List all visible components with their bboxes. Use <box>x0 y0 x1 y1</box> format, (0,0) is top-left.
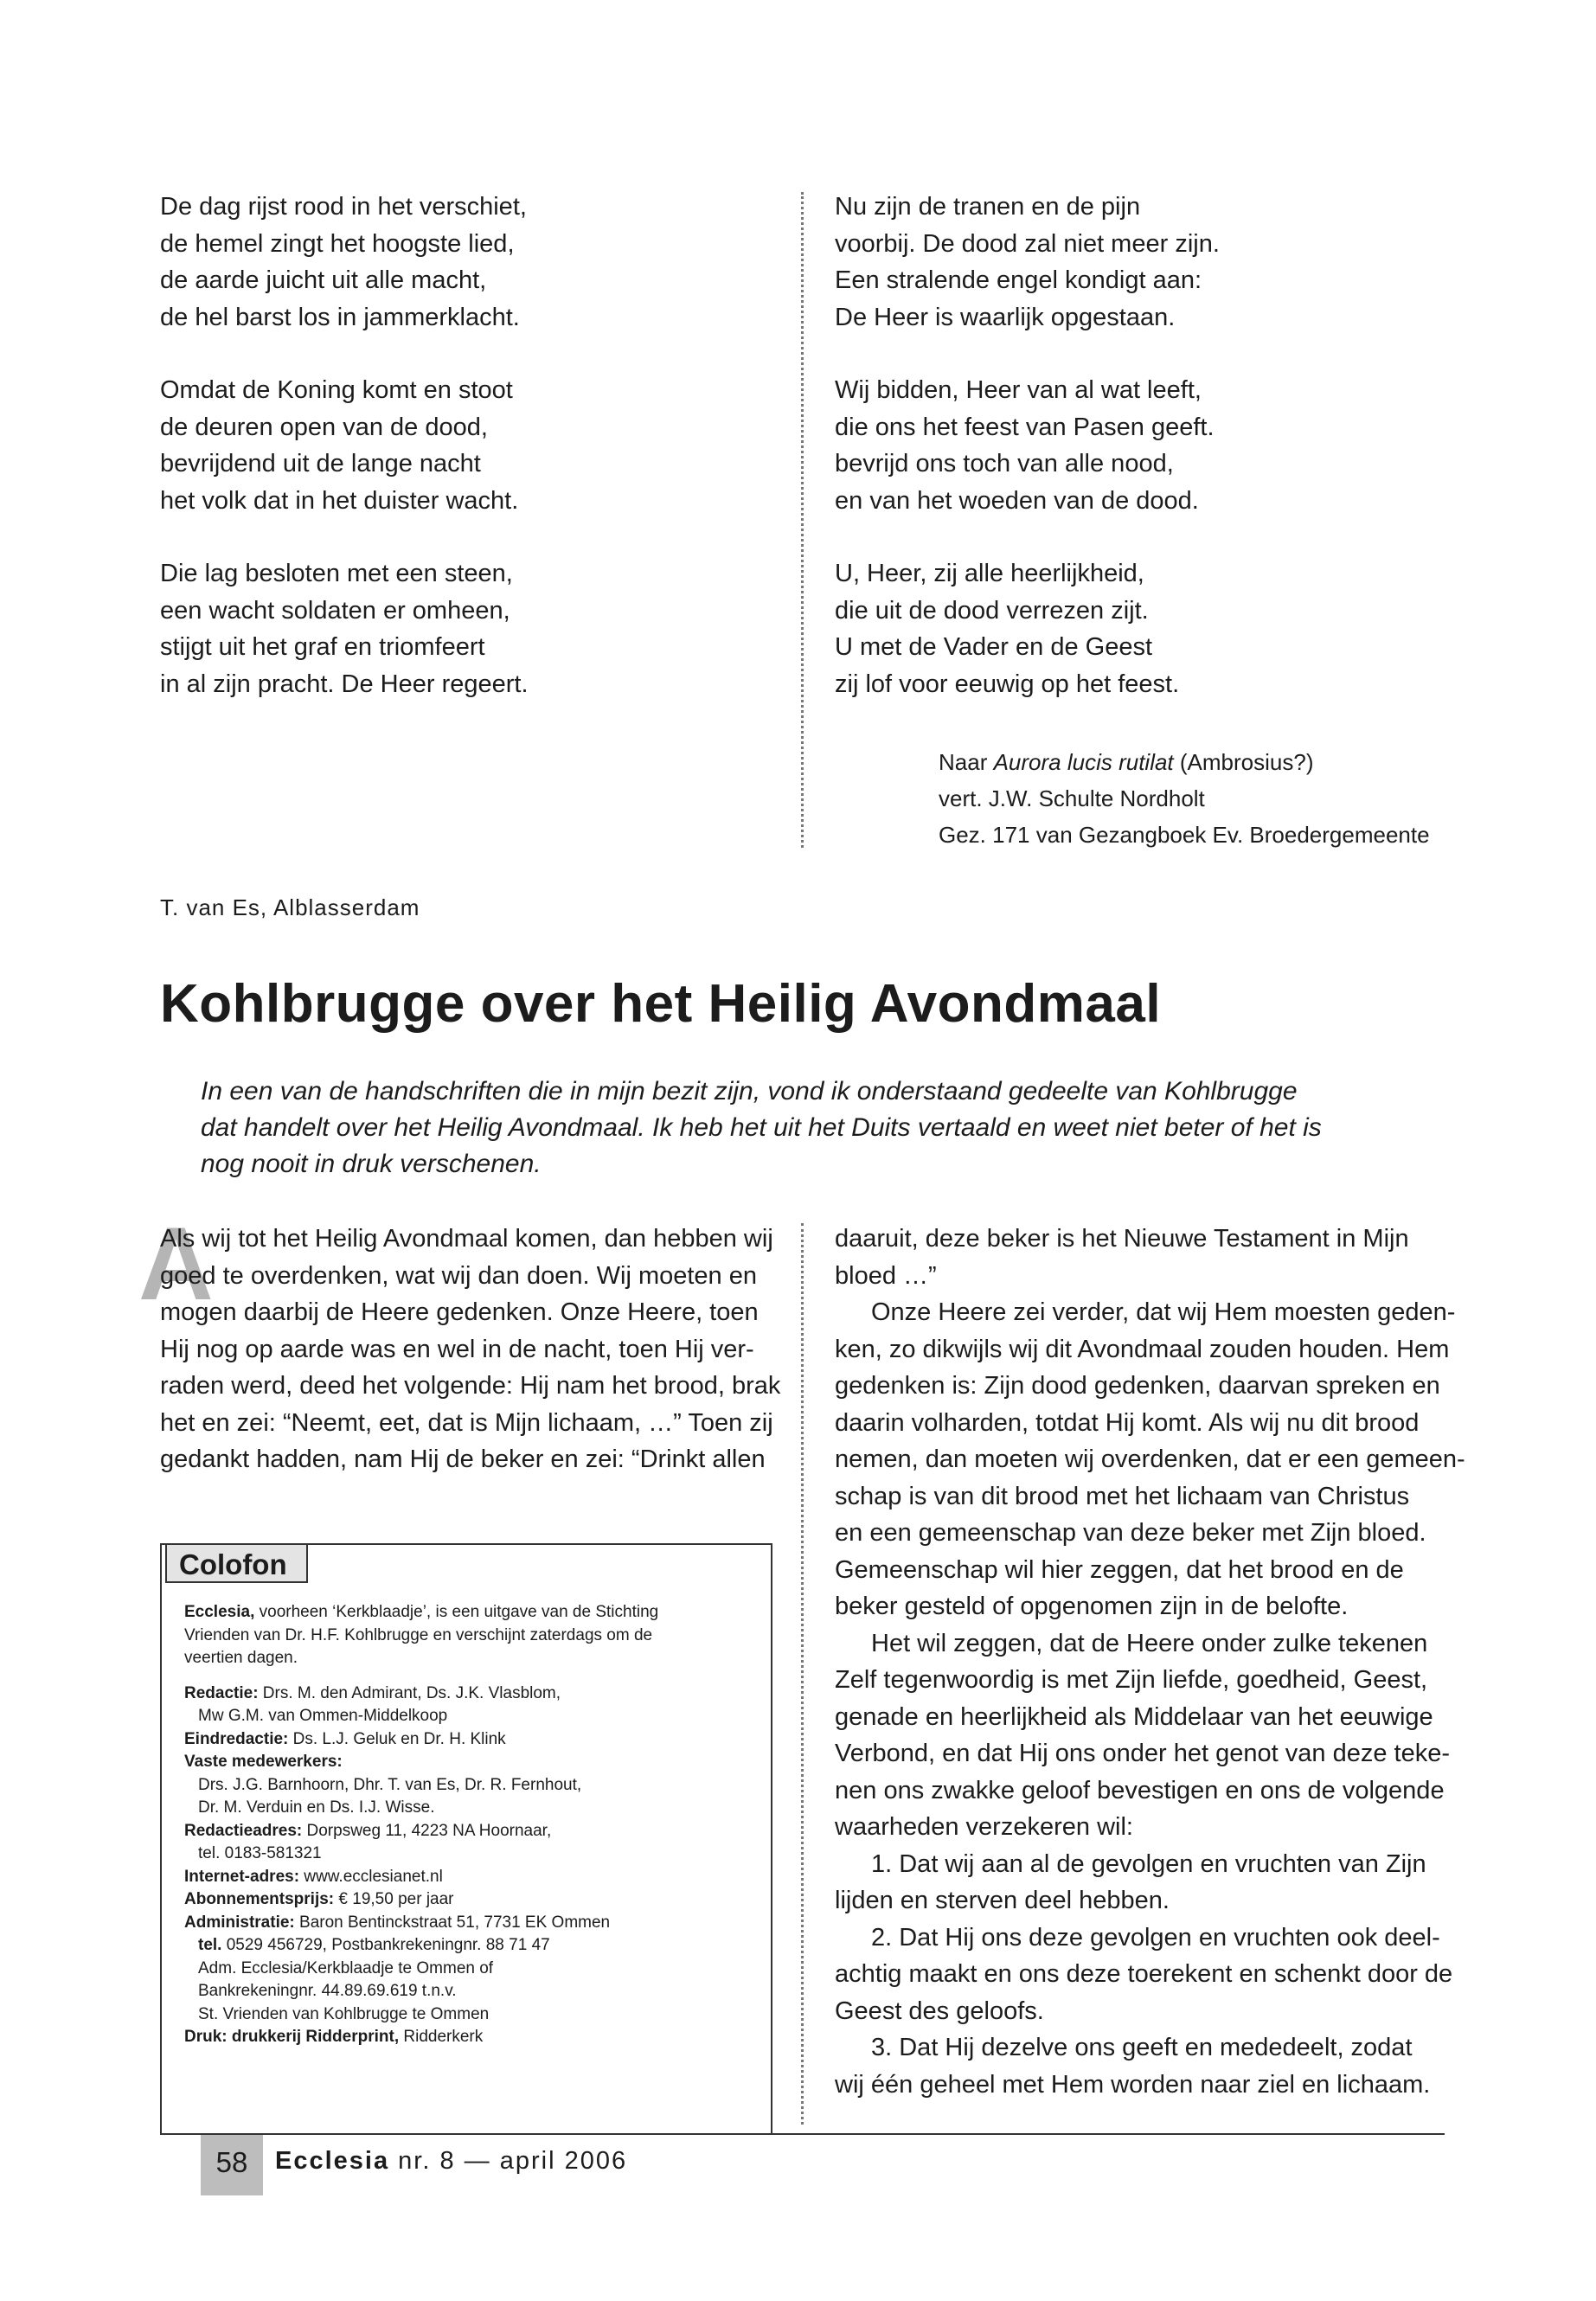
credit-hymn: Gez. 171 van Gezangboek Ev. Broedergemeente <box>939 822 1430 848</box>
body-line: achtig maakt en ons deze toerekent en schenkt door de <box>835 1960 1453 1988</box>
credit-source: Naar Aurora lucis rutilat (Ambrosius?) <box>939 749 1314 775</box>
drop-cap: A <box>138 1206 214 1322</box>
poem-line: U met de Vader en de Geest <box>835 633 1153 661</box>
body-line: Zelf tegenwoordig is met Zijn liefde, goedheid, Geest, <box>835 1666 1428 1694</box>
poem-line: die ons het feest van Pasen geeft. <box>835 413 1215 441</box>
poem-column-divider <box>801 192 804 848</box>
poem-line: Wij bidden, Heer van al wat leeft, <box>835 376 1202 404</box>
body-line: beker gesteld of opgenomen zijn in de belofte. <box>835 1593 1349 1620</box>
poem-line: voorbij. De dood zal niet meer zijn. <box>835 229 1220 258</box>
body-line: nen ons zwakke geloof bevestigen en ons de volgende <box>835 1776 1445 1804</box>
left-stanza <box>160 189 783 336</box>
poem-line: die uit de dood verrezen zijt. <box>835 596 1149 625</box>
body-line: Geest des geloofs. <box>835 1997 1044 2025</box>
body-line: 2. Dat Hij ons deze gevolgen en vruchten ook deel- <box>871 1923 1440 1952</box>
body-line: Onze Heere zei verder, dat wij Hem moesten geden- <box>871 1298 1456 1326</box>
poem-left-column <box>160 189 783 739</box>
poem-line: Nu zijn de tranen en de pijn <box>835 193 1141 221</box>
body-line: Gemeenschap wil hier zeggen, dat het brood en de <box>835 1555 1404 1584</box>
body-line: genade en heerlijkheid als Middelaar van het eeuwige <box>835 1702 1433 1731</box>
colofon-heading: Colofon <box>165 1543 308 1583</box>
issue-date: nr. 8 — april 2006 <box>389 2147 628 2175</box>
poem-line: in al zijn pracht. De Heer regeert. <box>160 670 529 698</box>
poem-line: bevrijd ons toch van alle nood, <box>835 450 1174 478</box>
right-stanza <box>835 372 1440 519</box>
body-line: Het wil zeggen, dat de Heere onder zulke tekenen <box>871 1629 1428 1657</box>
magazine-name: Ecclesia <box>275 2147 390 2175</box>
body-line: waarheden verzekeren wil: <box>835 1813 1133 1841</box>
article-title: Kohlbrugge over het Heilig Avondmaal <box>160 974 1162 1034</box>
intro-line: In een van de handschriften die in mijn bezit zijn, vond ik onderstaand gedeelte van Kohlbrugge <box>201 1077 1298 1106</box>
article-author: T. van Es, Alblasserdam <box>160 894 420 920</box>
credit-source-title: Aurora lucis rutilat <box>993 749 1174 775</box>
body-line: ken, zo dikwijls wij dit Avondmaal zouden houden. Hem <box>835 1335 1450 1363</box>
body-line: schap is van dit brood met het lichaam van Christus <box>835 1482 1410 1510</box>
intro-line: nog nooit in druk verschenen. <box>201 1150 542 1178</box>
body-line: 3. Dat Hij dezelve ons geeft en mededeelt, zodat <box>871 2034 1413 2061</box>
body-line: bloed …” <box>835 1261 937 1290</box>
body-line: raden werd, deed het volgende: Hij nam het brood, brak <box>160 1372 781 1400</box>
poem-line: De Heer is waarlijk opgestaan. <box>835 303 1176 331</box>
left-stanza <box>160 372 783 519</box>
poem-line: Een stralende engel kondigt aan: <box>835 266 1202 294</box>
poem-credit <box>939 744 1458 853</box>
body-line: Verbond, en dat Hij ons onder het genot van deze teke- <box>835 1740 1450 1767</box>
colofon-text: Ecclesia, voorheen ‘Kerkblaadje’, is een uitgave van de Stichting Vrienden van Dr. H.F. Kohlbrugge en verschijnt zaterdags om de veertien dagen. Redactie: Drs. M. den Admirant, Ds. J.K. Vlasblom, Mw G.M. van Ommen-Middelkoop Eindredactie: Ds. L.J. Geluk en Dr. H. Klink Vaste medewerkers: Drs. J.G. Barnhoorn, Dhr. T. van Es, Dr. R. Fernhout, Dr. M. Verduin en Ds. I.J. Wisse. Redactieadres: Dorpsweg 11, 4223 NA Hoornaar, tel. 0183-581321 Internet-adres: www.ecclesianet.nl Abonnementsprijs: € 19,50 per jaar Administratie: Baron Bentinckstraat 51, 7731 EK Ommen tel. 0529 456729, Postbankrekeningnr. 88 71 47 Adm. Ecclesia/Kerkblaadje te Ommen of Bankrekeningnr. 44.89.69.619 t.n.v. St. Vrienden van Kohlbrugge te Ommen Druk: drukkerij Ridderprint, Ridderkerk <box>184 1603 659 2046</box>
poem-line: Die lag besloten met een steen, <box>160 560 513 587</box>
left-stanza <box>160 555 783 702</box>
body-line: daaruit, deze beker is het Nieuwe Testament in Mijn <box>835 1225 1409 1253</box>
body-line: en een gemeenschap van deze beker met Zijn bloed. <box>835 1519 1426 1547</box>
body-line: Als wij tot het Heilig Avondmaal komen, dan hebben wij <box>160 1225 773 1253</box>
website-link[interactable]: www.ecclesianet.nl <box>299 1867 443 1886</box>
right-stanza <box>835 189 1440 336</box>
poem-line: de deuren open van de dood, <box>160 413 488 441</box>
page-number: 58 <box>201 2135 263 2195</box>
body-line: goed te overdenken, wat wij dan doen. Wij moeten en <box>160 1261 757 1290</box>
poem-line: stijgt uit het graf en triomfeert <box>160 633 485 661</box>
body-line: Hij nog op aarde was en wel in de nacht, toen Hij ver- <box>160 1335 754 1363</box>
poem-line: een wacht soldaten er omheen, <box>160 596 510 625</box>
body-line: het en zei: “Neemt, eet, dat is Mijn lichaam, …” Toen zij <box>160 1408 773 1437</box>
poem-line: en van het woeden van de dood. <box>835 486 1199 515</box>
body-line: daarin volharden, totdat Hij komt. Als wij nu dit brood <box>835 1408 1420 1437</box>
poem-line: de hemel zingt het hoogste lied, <box>160 229 515 258</box>
poem-line: bevrijdend uit de lange nacht <box>160 450 481 478</box>
body-line: 1. Dat wij aan al de gevolgen en vruchten van Zijn <box>871 1849 1426 1878</box>
poem-line: De dag rijst rood in het verschiet, <box>160 193 527 221</box>
body-line: mogen daarbij de Heere gedenken. Onze Heere, toen <box>160 1298 759 1326</box>
article-column-2 <box>835 1221 1465 2103</box>
poem-line: U, Heer, zij alle heerlijkheid, <box>835 560 1144 587</box>
body-line: wij één geheel met Hem worden naar ziel en lichaam. <box>835 2070 1431 2099</box>
footer-rule <box>201 2133 1445 2135</box>
body-line: nemen, dan moeten wij overdenken, dat er een gemeen- <box>835 1445 1465 1473</box>
poem-line: Omdat de Koning komt en stoot <box>160 376 513 404</box>
credit-translator: vert. J.W. Schulte Nordholt <box>939 785 1205 811</box>
poem-line: de hel barst los in jammerklacht. <box>160 303 520 331</box>
article-intro <box>201 1074 1412 1183</box>
article-column-1 <box>160 1221 783 1478</box>
article-column-divider <box>801 1223 804 2125</box>
right-stanza <box>835 555 1440 702</box>
poem-line: de aarde juicht uit alle macht, <box>160 266 487 294</box>
poem-line: zij lof voor eeuwig op het feest. <box>835 670 1180 698</box>
intro-line: dat handelt over het Heilig Avondmaal. Ik heb het uit het Duits vertaald en weet niet beter of het is <box>201 1113 1322 1142</box>
poem-line: het volk dat in het duister wacht. <box>160 486 519 515</box>
issue-info <box>275 2147 627 2176</box>
poem-right-column <box>835 189 1440 739</box>
body-line: lijden en sterven deel hebben. <box>835 1887 1170 1914</box>
body-line: gedenken is: Zijn dood gedenken, daarvan spreken en <box>835 1372 1440 1400</box>
body-line: gedankt hadden, nam Hij de beker en zei: “Drinkt allen <box>160 1445 766 1473</box>
